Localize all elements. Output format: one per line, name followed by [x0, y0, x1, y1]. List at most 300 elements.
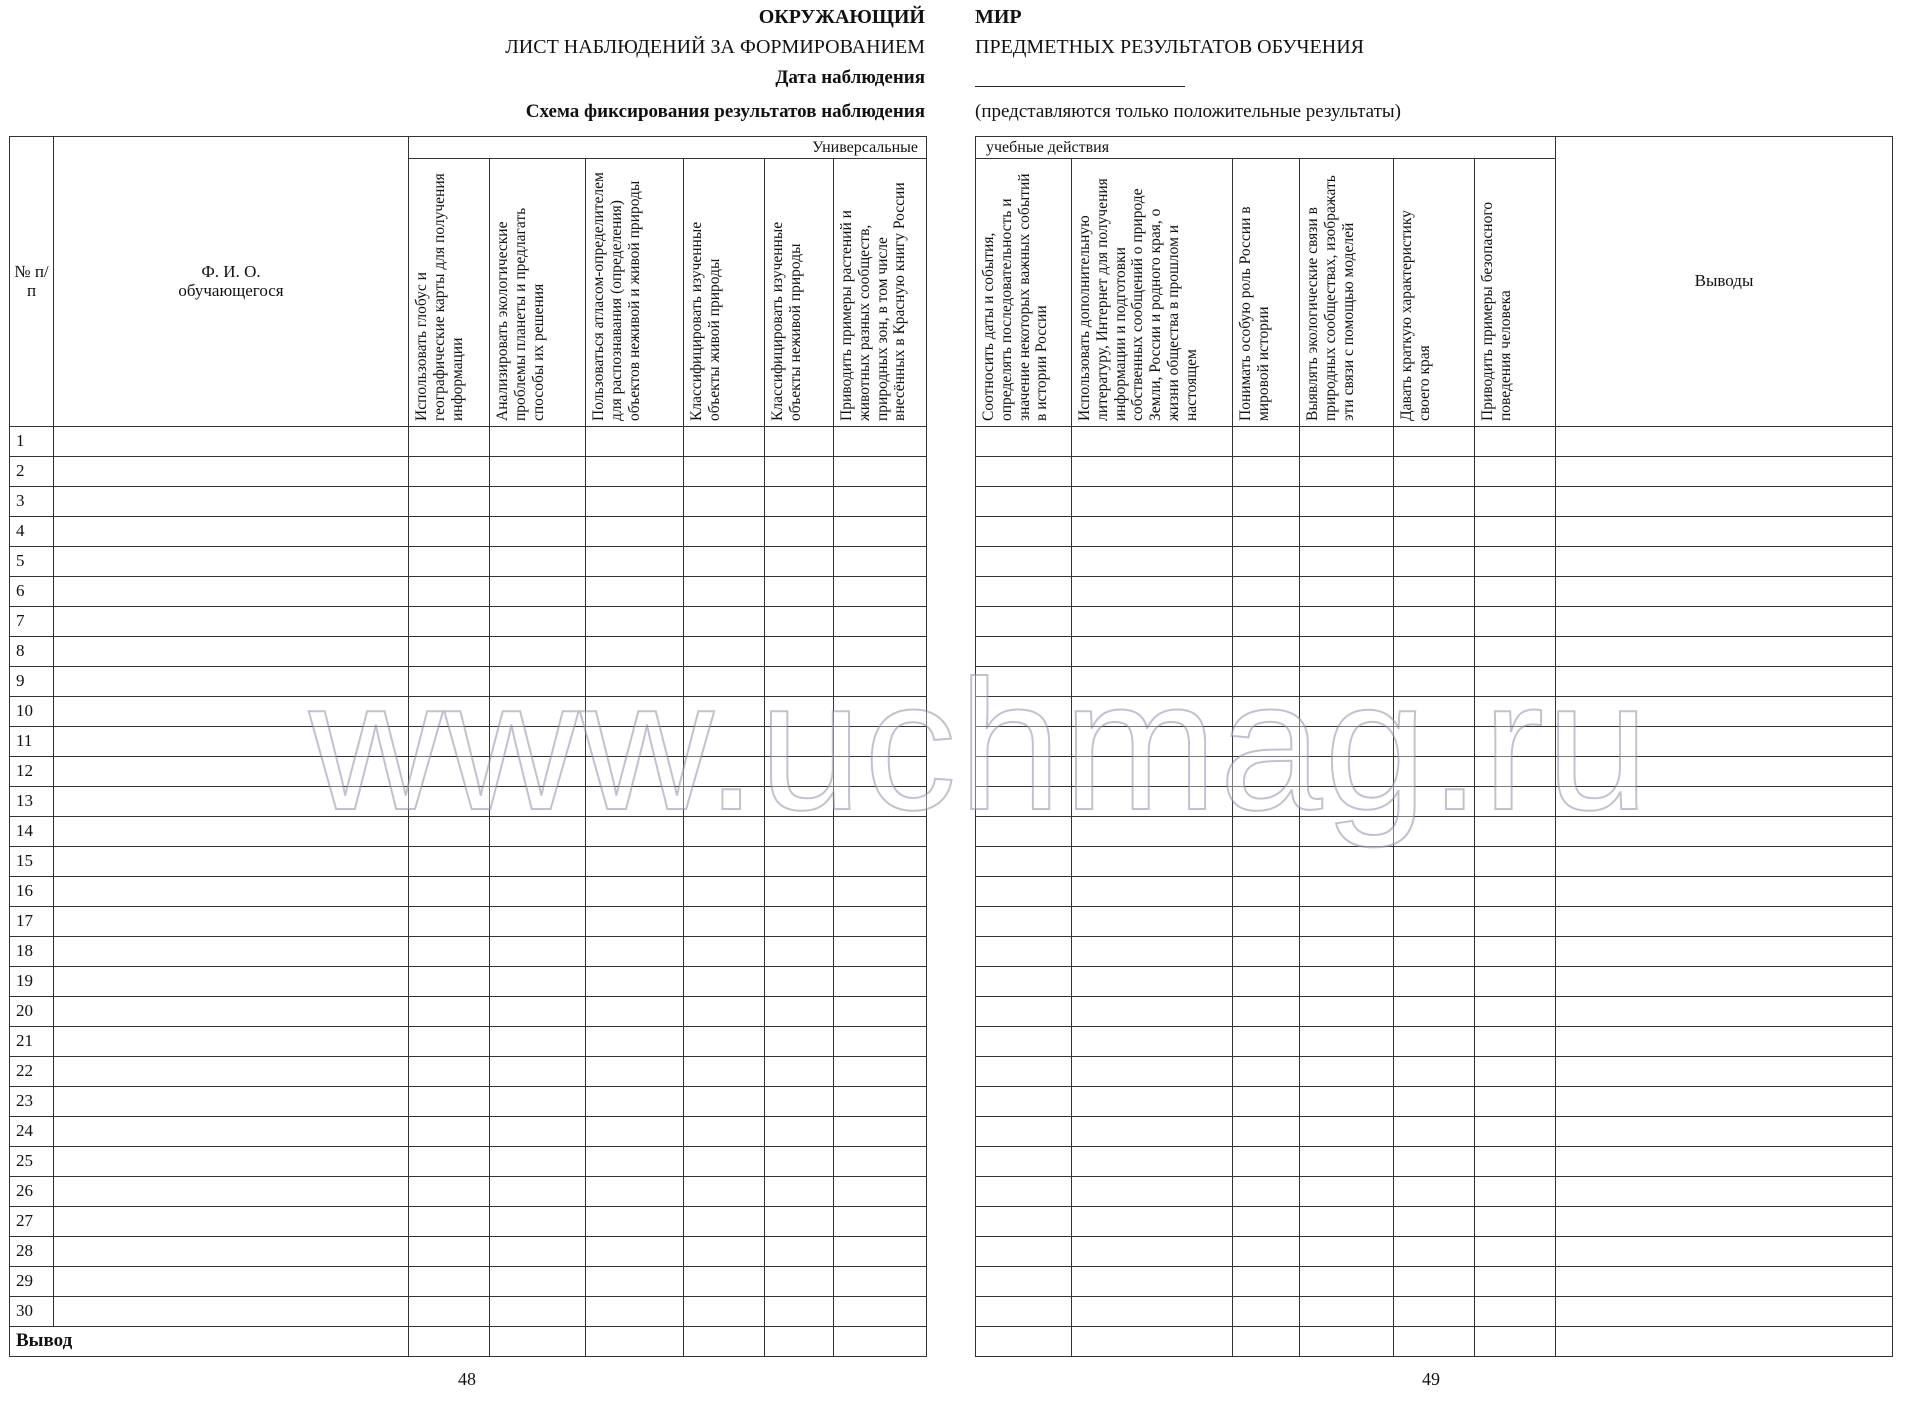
mark-cell[interactable]: [684, 547, 765, 577]
mark-cell[interactable]: [490, 1267, 586, 1297]
mark-cell[interactable]: [586, 967, 684, 997]
mark-cell[interactable]: [976, 847, 1072, 877]
mark-cell[interactable]: [490, 517, 586, 547]
mark-cell[interactable]: [834, 967, 927, 997]
mark-cell[interactable]: [976, 1087, 1072, 1117]
mark-cell[interactable]: [586, 1147, 684, 1177]
mark-cell[interactable]: [1233, 1087, 1300, 1117]
mark-cell[interactable]: [684, 1237, 765, 1267]
student-name-cell[interactable]: [54, 1087, 409, 1117]
mark-cell[interactable]: [765, 1087, 834, 1117]
mark-cell[interactable]: [1394, 577, 1475, 607]
mark-cell[interactable]: [409, 1237, 490, 1267]
mark-cell[interactable]: [976, 967, 1072, 997]
mark-cell[interactable]: [409, 727, 490, 757]
mark-cell[interactable]: [834, 577, 927, 607]
mark-cell[interactable]: [490, 1177, 586, 1207]
mark-cell[interactable]: [976, 1057, 1072, 1087]
footer-mark-cell[interactable]: [490, 1327, 586, 1357]
mark-cell[interactable]: [1394, 907, 1475, 937]
student-name-cell[interactable]: [54, 1237, 409, 1267]
mark-cell[interactable]: [1394, 487, 1475, 517]
mark-cell[interactable]: [586, 457, 684, 487]
student-name-cell[interactable]: [54, 1207, 409, 1237]
mark-cell[interactable]: [834, 1057, 927, 1087]
mark-cell[interactable]: [1394, 1297, 1475, 1327]
student-name-cell[interactable]: [54, 1027, 409, 1057]
mark-cell[interactable]: [1072, 1057, 1233, 1087]
student-name-cell[interactable]: [54, 937, 409, 967]
mark-cell[interactable]: [1475, 577, 1556, 607]
student-name-cell[interactable]: [54, 1117, 409, 1147]
student-name-cell[interactable]: [54, 967, 409, 997]
footer-conclusion-cell[interactable]: [1556, 1327, 1893, 1357]
mark-cell[interactable]: [834, 1177, 927, 1207]
mark-cell[interactable]: [765, 1027, 834, 1057]
mark-cell[interactable]: [1475, 787, 1556, 817]
mark-cell[interactable]: [409, 547, 490, 577]
mark-cell[interactable]: [490, 1237, 586, 1267]
mark-cell[interactable]: [1072, 847, 1233, 877]
mark-cell[interactable]: [409, 577, 490, 607]
mark-cell[interactable]: [586, 607, 684, 637]
mark-cell[interactable]: [1394, 817, 1475, 847]
mark-cell[interactable]: [1300, 967, 1394, 997]
mark-cell[interactable]: [834, 1237, 927, 1267]
mark-cell[interactable]: [834, 457, 927, 487]
conclusion-cell[interactable]: [1556, 727, 1893, 757]
mark-cell[interactable]: [765, 967, 834, 997]
mark-cell[interactable]: [976, 787, 1072, 817]
mark-cell[interactable]: [1475, 487, 1556, 517]
mark-cell[interactable]: [976, 697, 1072, 727]
mark-cell[interactable]: [765, 847, 834, 877]
mark-cell[interactable]: [1072, 997, 1233, 1027]
mark-cell[interactable]: [1394, 667, 1475, 697]
mark-cell[interactable]: [1233, 1267, 1300, 1297]
mark-cell[interactable]: [1233, 937, 1300, 967]
mark-cell[interactable]: [1475, 1087, 1556, 1117]
mark-cell[interactable]: [1475, 1147, 1556, 1177]
mark-cell[interactable]: [409, 667, 490, 697]
mark-cell[interactable]: [765, 637, 834, 667]
mark-cell[interactable]: [684, 1057, 765, 1087]
mark-cell[interactable]: [1394, 757, 1475, 787]
mark-cell[interactable]: [976, 1027, 1072, 1057]
mark-cell[interactable]: [684, 817, 765, 847]
mark-cell[interactable]: [1300, 727, 1394, 757]
conclusion-cell[interactable]: [1556, 667, 1893, 697]
student-name-cell[interactable]: [54, 727, 409, 757]
mark-cell[interactable]: [834, 427, 927, 457]
conclusion-cell[interactable]: [1556, 997, 1893, 1027]
mark-cell[interactable]: [1300, 787, 1394, 817]
mark-cell[interactable]: [586, 517, 684, 547]
mark-cell[interactable]: [834, 817, 927, 847]
mark-cell[interactable]: [976, 937, 1072, 967]
student-name-cell[interactable]: [54, 847, 409, 877]
conclusion-cell[interactable]: [1556, 1237, 1893, 1267]
mark-cell[interactable]: [1233, 547, 1300, 577]
conclusion-cell[interactable]: [1556, 1297, 1893, 1327]
mark-cell[interactable]: [1475, 697, 1556, 727]
mark-cell[interactable]: [1394, 1027, 1475, 1057]
mark-cell[interactable]: [409, 1117, 490, 1147]
mark-cell[interactable]: [409, 967, 490, 997]
mark-cell[interactable]: [409, 847, 490, 877]
mark-cell[interactable]: [765, 547, 834, 577]
footer-mark-cell[interactable]: [1233, 1327, 1300, 1357]
student-name-cell[interactable]: [54, 667, 409, 697]
mark-cell[interactable]: [684, 757, 765, 787]
mark-cell[interactable]: [684, 967, 765, 997]
mark-cell[interactable]: [1300, 697, 1394, 727]
footer-mark-cell[interactable]: [1475, 1327, 1556, 1357]
mark-cell[interactable]: [586, 727, 684, 757]
mark-cell[interactable]: [1300, 547, 1394, 577]
mark-cell[interactable]: [684, 1267, 765, 1297]
mark-cell[interactable]: [1394, 457, 1475, 487]
mark-cell[interactable]: [1233, 877, 1300, 907]
mark-cell[interactable]: [976, 577, 1072, 607]
mark-cell[interactable]: [1072, 637, 1233, 667]
mark-cell[interactable]: [1300, 1207, 1394, 1237]
mark-cell[interactable]: [409, 1177, 490, 1207]
mark-cell[interactable]: [765, 1147, 834, 1177]
mark-cell[interactable]: [976, 997, 1072, 1027]
mark-cell[interactable]: [1072, 877, 1233, 907]
conclusion-cell[interactable]: [1556, 757, 1893, 787]
mark-cell[interactable]: [586, 1297, 684, 1327]
mark-cell[interactable]: [1475, 637, 1556, 667]
mark-cell[interactable]: [1072, 697, 1233, 727]
mark-cell[interactable]: [1475, 1207, 1556, 1237]
mark-cell[interactable]: [1475, 907, 1556, 937]
conclusion-cell[interactable]: [1556, 847, 1893, 877]
conclusion-cell[interactable]: [1556, 1177, 1893, 1207]
mark-cell[interactable]: [1300, 607, 1394, 637]
student-name-cell[interactable]: [54, 1297, 409, 1327]
mark-cell[interactable]: [1300, 427, 1394, 457]
mark-cell[interactable]: [490, 667, 586, 697]
mark-cell[interactable]: [1475, 1057, 1556, 1087]
student-name-cell[interactable]: [54, 997, 409, 1027]
mark-cell[interactable]: [765, 1267, 834, 1297]
mark-cell[interactable]: [1072, 967, 1233, 997]
conclusion-cell[interactable]: [1556, 547, 1893, 577]
mark-cell[interactable]: [490, 937, 586, 967]
conclusion-cell[interactable]: [1556, 487, 1893, 517]
mark-cell[interactable]: [409, 997, 490, 1027]
mark-cell[interactable]: [976, 1267, 1072, 1297]
student-name-cell[interactable]: [54, 517, 409, 547]
mark-cell[interactable]: [1300, 1267, 1394, 1297]
footer-mark-cell[interactable]: [684, 1327, 765, 1357]
mark-cell[interactable]: [834, 547, 927, 577]
student-name-cell[interactable]: [54, 577, 409, 607]
mark-cell[interactable]: [409, 1087, 490, 1117]
mark-cell[interactable]: [765, 757, 834, 787]
mark-cell[interactable]: [409, 817, 490, 847]
conclusion-cell[interactable]: [1556, 787, 1893, 817]
mark-cell[interactable]: [490, 427, 586, 457]
conclusion-cell[interactable]: [1556, 1087, 1893, 1117]
student-name-cell[interactable]: [54, 547, 409, 577]
mark-cell[interactable]: [490, 967, 586, 997]
mark-cell[interactable]: [765, 907, 834, 937]
conclusion-cell[interactable]: [1556, 817, 1893, 847]
mark-cell[interactable]: [1300, 847, 1394, 877]
student-name-cell[interactable]: [54, 427, 409, 457]
mark-cell[interactable]: [684, 427, 765, 457]
mark-cell[interactable]: [1072, 817, 1233, 847]
mark-cell[interactable]: [586, 577, 684, 607]
conclusion-cell[interactable]: [1556, 907, 1893, 937]
mark-cell[interactable]: [684, 1117, 765, 1147]
mark-cell[interactable]: [586, 1117, 684, 1147]
mark-cell[interactable]: [976, 1177, 1072, 1207]
student-name-cell[interactable]: [54, 1057, 409, 1087]
mark-cell[interactable]: [1072, 1177, 1233, 1207]
mark-cell[interactable]: [834, 757, 927, 787]
mark-cell[interactable]: [1300, 1057, 1394, 1087]
mark-cell[interactable]: [765, 427, 834, 457]
student-name-cell[interactable]: [54, 817, 409, 847]
student-name-cell[interactable]: [54, 787, 409, 817]
mark-cell[interactable]: [1072, 427, 1233, 457]
mark-cell[interactable]: [1233, 727, 1300, 757]
mark-cell[interactable]: [684, 1207, 765, 1237]
footer-mark-cell[interactable]: [409, 1327, 490, 1357]
mark-cell[interactable]: [1072, 1297, 1233, 1327]
mark-cell[interactable]: [834, 1027, 927, 1057]
mark-cell[interactable]: [409, 787, 490, 817]
student-name-cell[interactable]: [54, 877, 409, 907]
mark-cell[interactable]: [1233, 1297, 1300, 1327]
mark-cell[interactable]: [1475, 517, 1556, 547]
mark-cell[interactable]: [490, 547, 586, 577]
conclusion-cell[interactable]: [1556, 1117, 1893, 1147]
mark-cell[interactable]: [765, 997, 834, 1027]
conclusion-cell[interactable]: [1556, 1207, 1893, 1237]
mark-cell[interactable]: [976, 667, 1072, 697]
mark-cell[interactable]: [1394, 547, 1475, 577]
mark-cell[interactable]: [1475, 1117, 1556, 1147]
mark-cell[interactable]: [1300, 1087, 1394, 1117]
mark-cell[interactable]: [684, 667, 765, 697]
mark-cell[interactable]: [490, 457, 586, 487]
mark-cell[interactable]: [765, 1207, 834, 1237]
mark-cell[interactable]: [1300, 937, 1394, 967]
mark-cell[interactable]: [1300, 907, 1394, 937]
mark-cell[interactable]: [409, 937, 490, 967]
mark-cell[interactable]: [1475, 457, 1556, 487]
mark-cell[interactable]: [1475, 937, 1556, 967]
mark-cell[interactable]: [1475, 877, 1556, 907]
mark-cell[interactable]: [1233, 1147, 1300, 1177]
mark-cell[interactable]: [409, 1267, 490, 1297]
mark-cell[interactable]: [684, 1087, 765, 1117]
mark-cell[interactable]: [490, 1027, 586, 1057]
conclusion-cell[interactable]: [1556, 1027, 1893, 1057]
mark-cell[interactable]: [1233, 907, 1300, 937]
mark-cell[interactable]: [1072, 487, 1233, 517]
conclusion-cell[interactable]: [1556, 517, 1893, 547]
mark-cell[interactable]: [834, 877, 927, 907]
mark-cell[interactable]: [834, 997, 927, 1027]
mark-cell[interactable]: [409, 517, 490, 547]
mark-cell[interactable]: [765, 1177, 834, 1207]
mark-cell[interactable]: [1394, 637, 1475, 667]
mark-cell[interactable]: [1475, 1027, 1556, 1057]
mark-cell[interactable]: [1233, 697, 1300, 727]
mark-cell[interactable]: [490, 1057, 586, 1087]
mark-cell[interactable]: [409, 607, 490, 637]
mark-cell[interactable]: [1394, 787, 1475, 817]
mark-cell[interactable]: [1394, 1117, 1475, 1147]
mark-cell[interactable]: [1072, 1117, 1233, 1147]
mark-cell[interactable]: [409, 1207, 490, 1237]
student-name-cell[interactable]: [54, 907, 409, 937]
mark-cell[interactable]: [1233, 607, 1300, 637]
mark-cell[interactable]: [1300, 487, 1394, 517]
mark-cell[interactable]: [834, 517, 927, 547]
mark-cell[interactable]: [1394, 607, 1475, 637]
mark-cell[interactable]: [976, 457, 1072, 487]
mark-cell[interactable]: [490, 637, 586, 667]
conclusion-cell[interactable]: [1556, 937, 1893, 967]
mark-cell[interactable]: [1394, 997, 1475, 1027]
mark-cell[interactable]: [765, 1297, 834, 1327]
mark-cell[interactable]: [1233, 787, 1300, 817]
student-name-cell[interactable]: [54, 607, 409, 637]
mark-cell[interactable]: [1072, 1207, 1233, 1237]
mark-cell[interactable]: [684, 877, 765, 907]
mark-cell[interactable]: [765, 487, 834, 517]
mark-cell[interactable]: [1072, 517, 1233, 547]
mark-cell[interactable]: [1233, 517, 1300, 547]
mark-cell[interactable]: [834, 1117, 927, 1147]
mark-cell[interactable]: [1233, 1237, 1300, 1267]
mark-cell[interactable]: [1475, 817, 1556, 847]
mark-cell[interactable]: [1300, 997, 1394, 1027]
mark-cell[interactable]: [684, 1027, 765, 1057]
mark-cell[interactable]: [976, 877, 1072, 907]
mark-cell[interactable]: [976, 1207, 1072, 1237]
student-name-cell[interactable]: [54, 1177, 409, 1207]
mark-cell[interactable]: [1233, 427, 1300, 457]
mark-cell[interactable]: [976, 1237, 1072, 1267]
mark-cell[interactable]: [1072, 1147, 1233, 1177]
mark-cell[interactable]: [1394, 1237, 1475, 1267]
mark-cell[interactable]: [976, 487, 1072, 517]
mark-cell[interactable]: [586, 1207, 684, 1237]
conclusion-cell[interactable]: [1556, 1267, 1893, 1297]
mark-cell[interactable]: [1233, 817, 1300, 847]
mark-cell[interactable]: [1475, 1297, 1556, 1327]
mark-cell[interactable]: [976, 907, 1072, 937]
mark-cell[interactable]: [1475, 547, 1556, 577]
mark-cell[interactable]: [834, 667, 927, 697]
mark-cell[interactable]: [409, 907, 490, 937]
student-name-cell[interactable]: [54, 457, 409, 487]
mark-cell[interactable]: [765, 1237, 834, 1267]
mark-cell[interactable]: [684, 1147, 765, 1177]
mark-cell[interactable]: [765, 937, 834, 967]
mark-cell[interactable]: [1072, 757, 1233, 787]
mark-cell[interactable]: [1300, 817, 1394, 847]
mark-cell[interactable]: [684, 937, 765, 967]
mark-cell[interactable]: [409, 1147, 490, 1177]
mark-cell[interactable]: [765, 577, 834, 607]
mark-cell[interactable]: [586, 487, 684, 517]
mark-cell[interactable]: [490, 1147, 586, 1177]
mark-cell[interactable]: [834, 1207, 927, 1237]
mark-cell[interactable]: [765, 607, 834, 637]
mark-cell[interactable]: [586, 427, 684, 457]
mark-cell[interactable]: [490, 1117, 586, 1147]
mark-cell[interactable]: [1300, 457, 1394, 487]
mark-cell[interactable]: [976, 1117, 1072, 1147]
mark-cell[interactable]: [1394, 1207, 1475, 1237]
mark-cell[interactable]: [409, 757, 490, 787]
mark-cell[interactable]: [684, 787, 765, 817]
mark-cell[interactable]: [1394, 427, 1475, 457]
mark-cell[interactable]: [1233, 487, 1300, 517]
student-name-cell[interactable]: [54, 637, 409, 667]
mark-cell[interactable]: [1300, 577, 1394, 607]
mark-cell[interactable]: [1300, 667, 1394, 697]
footer-mark-cell[interactable]: [1394, 1327, 1475, 1357]
mark-cell[interactable]: [1394, 1057, 1475, 1087]
mark-cell[interactable]: [1475, 967, 1556, 997]
mark-cell[interactable]: [1300, 1117, 1394, 1147]
mark-cell[interactable]: [490, 487, 586, 517]
mark-cell[interactable]: [1300, 1297, 1394, 1327]
mark-cell[interactable]: [586, 637, 684, 667]
mark-cell[interactable]: [409, 1297, 490, 1327]
mark-cell[interactable]: [976, 1147, 1072, 1177]
mark-cell[interactable]: [490, 907, 586, 937]
mark-cell[interactable]: [409, 1027, 490, 1057]
mark-cell[interactable]: [765, 697, 834, 727]
mark-cell[interactable]: [1394, 1267, 1475, 1297]
mark-cell[interactable]: [1233, 997, 1300, 1027]
mark-cell[interactable]: [834, 697, 927, 727]
mark-cell[interactable]: [1233, 1057, 1300, 1087]
mark-cell[interactable]: [490, 577, 586, 607]
mark-cell[interactable]: [684, 1177, 765, 1207]
mark-cell[interactable]: [684, 907, 765, 937]
mark-cell[interactable]: [976, 427, 1072, 457]
mark-cell[interactable]: [586, 1267, 684, 1297]
mark-cell[interactable]: [490, 847, 586, 877]
mark-cell[interactable]: [684, 517, 765, 547]
mark-cell[interactable]: [684, 997, 765, 1027]
mark-cell[interactable]: [490, 1087, 586, 1117]
mark-cell[interactable]: [1394, 937, 1475, 967]
mark-cell[interactable]: [586, 997, 684, 1027]
mark-cell[interactable]: [1475, 1237, 1556, 1267]
mark-cell[interactable]: [834, 1267, 927, 1297]
mark-cell[interactable]: [1072, 907, 1233, 937]
mark-cell[interactable]: [490, 997, 586, 1027]
mark-cell[interactable]: [490, 1207, 586, 1237]
mark-cell[interactable]: [765, 517, 834, 547]
mark-cell[interactable]: [1394, 1177, 1475, 1207]
mark-cell[interactable]: [1072, 727, 1233, 757]
mark-cell[interactable]: [1394, 517, 1475, 547]
